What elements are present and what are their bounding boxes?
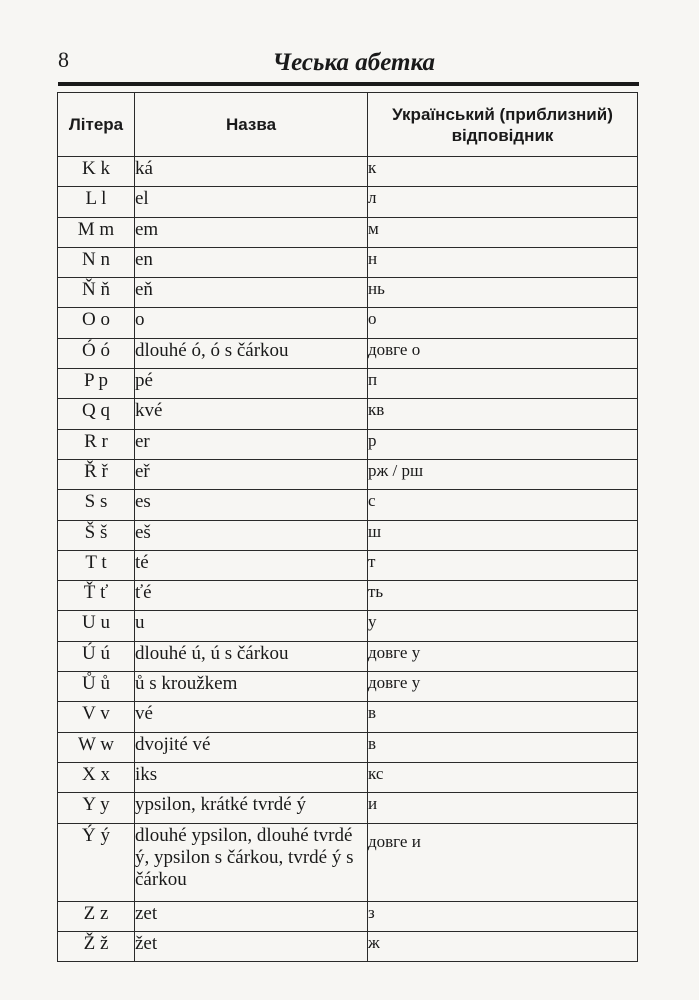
name-cell: dlouhé ó, ó s čárkou (135, 338, 368, 368)
table-row (58, 901, 638, 931)
name-cell: zet (135, 901, 368, 931)
table-row (58, 459, 638, 489)
letter-cell: K k (58, 157, 135, 187)
table-row (58, 611, 638, 641)
page-title: Чеська абетка (272, 49, 435, 76)
equivalent-cell: з (368, 901, 638, 931)
column-header-equivalent: Український (приблизний) відповідник (368, 93, 638, 157)
equivalent-cell: л (368, 187, 638, 217)
table-row (58, 581, 638, 611)
equivalent-cell: довге у (368, 641, 638, 671)
letter-cell: X x (58, 762, 135, 792)
table-row (58, 429, 638, 459)
letter-cell: Z z (58, 901, 135, 931)
equivalent-cell: ж (368, 931, 638, 961)
equivalent-cell: п (368, 369, 638, 399)
letter-cell: O o (58, 308, 135, 338)
equivalent-cell: т (368, 550, 638, 580)
letter-cell: Ž ž (58, 931, 135, 961)
equivalent-cell: к (368, 157, 638, 187)
equivalent-cell: с (368, 490, 638, 520)
table-row (58, 369, 638, 399)
letter-cell: M m (58, 217, 135, 247)
letter-cell: R r (58, 429, 135, 459)
equivalent-cell: р (368, 429, 638, 459)
header-rule (58, 82, 639, 86)
name-cell: dvojité vé (135, 732, 368, 762)
equivalent-cell: в (368, 732, 638, 762)
equivalent-cell: довге о (368, 338, 638, 368)
letter-cell: Y y (58, 793, 135, 823)
table-row (58, 187, 638, 217)
letter-cell: Ý ý (58, 823, 135, 901)
table-row (58, 793, 638, 823)
name-cell: eř (135, 459, 368, 489)
letter-cell: Ů ů (58, 672, 135, 702)
name-cell: es (135, 490, 368, 520)
letter-cell: L l (58, 187, 135, 217)
name-cell: eš (135, 520, 368, 550)
equivalent-cell: м (368, 217, 638, 247)
table-row (58, 399, 638, 429)
letter-cell: Ř ř (58, 459, 135, 489)
name-cell: en (135, 247, 368, 277)
name-cell: ypsilon, krátké tvrdé ý (135, 793, 368, 823)
table-row (58, 732, 638, 762)
equivalent-cell: рж / рш (368, 459, 638, 489)
equivalent-cell: у (368, 611, 638, 641)
name-cell: žet (135, 931, 368, 961)
table-row (58, 823, 638, 901)
name-cell: dlouhé ú, ú s čárkou (135, 641, 368, 671)
table-row (58, 247, 638, 277)
name-cell: o (135, 308, 368, 338)
letter-cell: V v (58, 702, 135, 732)
table-row (58, 490, 638, 520)
page-number: 8 (58, 47, 69, 72)
name-cell: el (135, 187, 368, 217)
table-row (58, 157, 638, 187)
letter-cell: U u (58, 611, 135, 641)
equivalent-cell: в (368, 702, 638, 732)
column-header-name: Назва (135, 93, 368, 157)
table-row (58, 550, 638, 580)
name-cell: ťé (135, 581, 368, 611)
equivalent-cell: нь (368, 278, 638, 308)
name-cell: kvé (135, 399, 368, 429)
table-row (58, 217, 638, 247)
column-header-letter: Літера (58, 93, 135, 157)
name-cell: vé (135, 702, 368, 732)
letter-cell: S s (58, 490, 135, 520)
table-row (58, 641, 638, 671)
name-cell: er (135, 429, 368, 459)
equivalent-cell: довге у (368, 672, 638, 702)
letter-cell: Ó ó (58, 338, 135, 368)
table-row (58, 762, 638, 792)
letter-cell: Ť ť (58, 581, 135, 611)
letter-cell: T t (58, 550, 135, 580)
table-row (58, 278, 638, 308)
name-cell: ů s kroužkem (135, 672, 368, 702)
letter-cell: N n (58, 247, 135, 277)
equivalent-cell: н (368, 247, 638, 277)
table-row (58, 702, 638, 732)
letter-cell: Ň ň (58, 278, 135, 308)
equivalent-cell: ть (368, 581, 638, 611)
equivalent-cell: кв (368, 399, 638, 429)
name-cell: em (135, 217, 368, 247)
name-cell: iks (135, 762, 368, 792)
equivalent-cell: довге и (368, 823, 638, 901)
letter-cell: Š š (58, 520, 135, 550)
letter-cell: Ú ú (58, 641, 135, 671)
letter-cell: Q q (58, 399, 135, 429)
table-row (58, 931, 638, 961)
table-row (58, 338, 638, 368)
table-row (58, 520, 638, 550)
equivalent-cell: кс (368, 762, 638, 792)
table-header-row (58, 93, 638, 157)
name-cell: dlouhé ypsilon, dlouhé tvrdé ý, ypsilon s čárkou, tvrdé ý s čárkou (135, 823, 368, 901)
equivalent-cell: и (368, 793, 638, 823)
name-cell: té (135, 550, 368, 580)
alphabet-table (57, 92, 638, 962)
name-cell: u (135, 611, 368, 641)
table-row (58, 308, 638, 338)
letter-cell: P p (58, 369, 135, 399)
equivalent-cell: ш (368, 520, 638, 550)
letter-cell: W w (58, 732, 135, 762)
page-header (58, 45, 637, 85)
name-cell: eň (135, 278, 368, 308)
equivalent-cell: о (368, 308, 638, 338)
name-cell: pé (135, 369, 368, 399)
table-row (58, 672, 638, 702)
name-cell: ká (135, 157, 368, 187)
